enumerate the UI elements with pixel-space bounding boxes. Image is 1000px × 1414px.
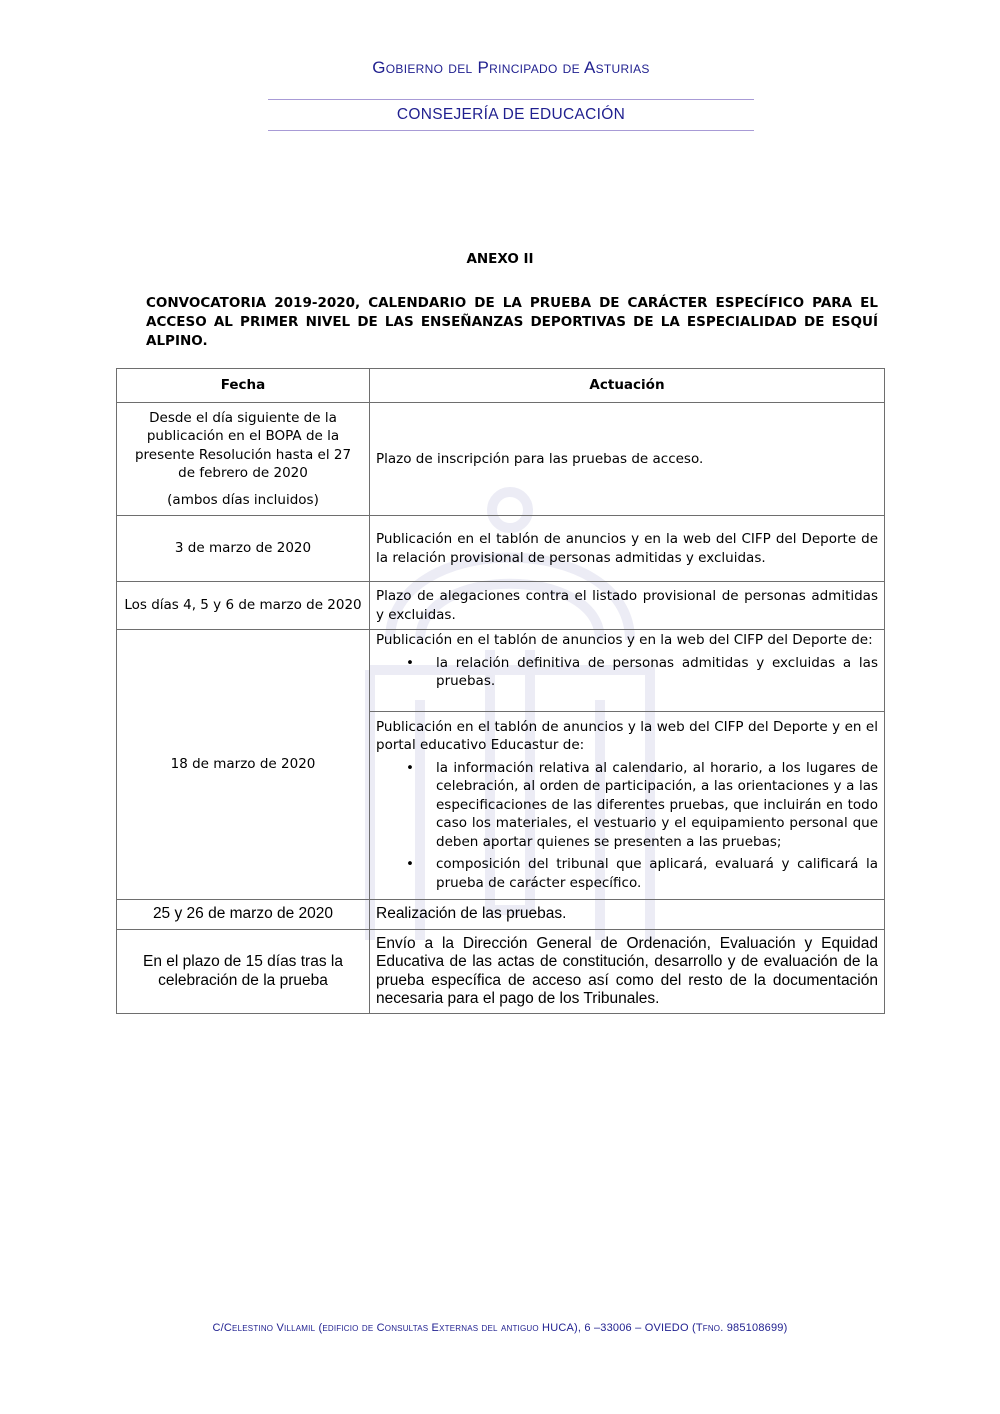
actuacion-text: Plazo de alegaciones contra el listado provisional de personas admitidas y excluidas. [376,588,878,623]
actuacion-text: Plazo de inscripción para las pruebas de acceso. [376,450,704,467]
table-row [117,900,885,930]
actuacion-cell [370,930,885,1014]
fecha-cell: 18 de marzo de 2020 [117,630,370,900]
list-item-text: la información relativa al calendario, al horario, a los lugares de celebración, al orden de participación, a las orientaciones y a las especificaciones de las diferentes pruebas, que incluirán en todo caso los materiales, el vestuario y el equipamiento personal que deben aportar quienes se presenten a las pruebas; [436,759,878,850]
actuacion-text-b: Publicación en el tablón de anuncios y la web del CIFP del Deporte y en el portal educativo Educastur de: [376,718,878,753]
actuacion-text-a: Publicación en el tablón de anuncios y en la web del CIFP del Deporte de: [376,632,873,648]
department-header: CONSEJERÍA DE EDUCACIÓN [396,106,626,123]
table-row [117,582,885,630]
subsection-divider [370,711,884,893]
fecha-cell: Los días 4, 5 y 6 de marzo de 2020 [117,582,370,630]
fecha-cell: 25 y 26 de marzo de 2020 [117,900,370,930]
fecha-cell: En el plazo de 15 días tras la celebración de la prueba [117,930,370,1014]
annex-heading: ANEXO II [466,251,534,267]
fecha-cell: 3 de marzo de 2020 [117,516,370,582]
fecha-note: (ambos días incluidos) [167,491,319,508]
calendar-table [116,368,885,1014]
bullet-list-b [376,759,878,893]
bullet-icon: • [406,654,414,671]
column-header-actuacion: Actuación [370,369,885,403]
actuacion-text: Envío a la Dirección General de Ordenación, Evaluación y Equidad Educativa de las actas de constitución, desarrollo y de evaluación de la prueba específica de acceso así como del resto de la documentación necesaria para el pago de los Tribunales. [376,934,878,1007]
table-row [117,930,885,1014]
fecha-cell [117,403,370,516]
list-item [406,855,878,892]
list-item [406,654,878,691]
table-row [117,630,885,900]
table-row [117,403,885,516]
header-divider-bottom [268,130,754,131]
actuacion-cell [370,516,885,582]
bullet-icon: • [406,856,414,872]
fecha-text: Desde el día siguiente de la publicación en el BOPA de la presente Resolución hasta el 27 de febrero de 2020 [134,409,352,482]
table-header-row [117,369,885,403]
actuacion-cell [370,403,885,516]
actuacion-cell [370,582,885,630]
bullet-icon: • [406,759,414,776]
document-title: CONVOCATORIA 2019-2020, CALENDARIO DE LA PRUEBA DE CARÁCTER ESPECÍFICO PARA EL ACCESO AL PRIMER NIVEL DE LAS ENSEÑANZAS DEPORTIVAS DE LA ESPECIALIDAD DE ESQUÍ ALPINO. [146,295,878,349]
list-item-text: la relación definitiva de personas admitidas y excluidas a las pruebas. [436,654,878,689]
table-row [117,516,885,582]
column-header-fecha: Fecha [117,369,370,403]
actuacion-text: Publicación en el tablón de anuncios y en la web del CIFP del Deporte de la relación provisional de personas admitidas y excluidas. [376,531,878,566]
actuacion-cell [370,630,885,900]
list-item [406,759,878,852]
footer-address: C/Celestino Villamil (edificio de Consultas Externas del antiguo HUCA), 6 –33006 – OVIEDO (Tfno. 985108699) [212,1322,788,1334]
header-divider-top [268,99,754,100]
actuacion-cell: Realización de las pruebas. [370,900,885,930]
government-header: Gobierno del Principado de Asturias [372,58,650,77]
list-item-text: composición del tribunal que aplicará, evaluará y calificará la prueba de carácter específico. [436,856,878,891]
bullet-list-a [376,654,878,691]
